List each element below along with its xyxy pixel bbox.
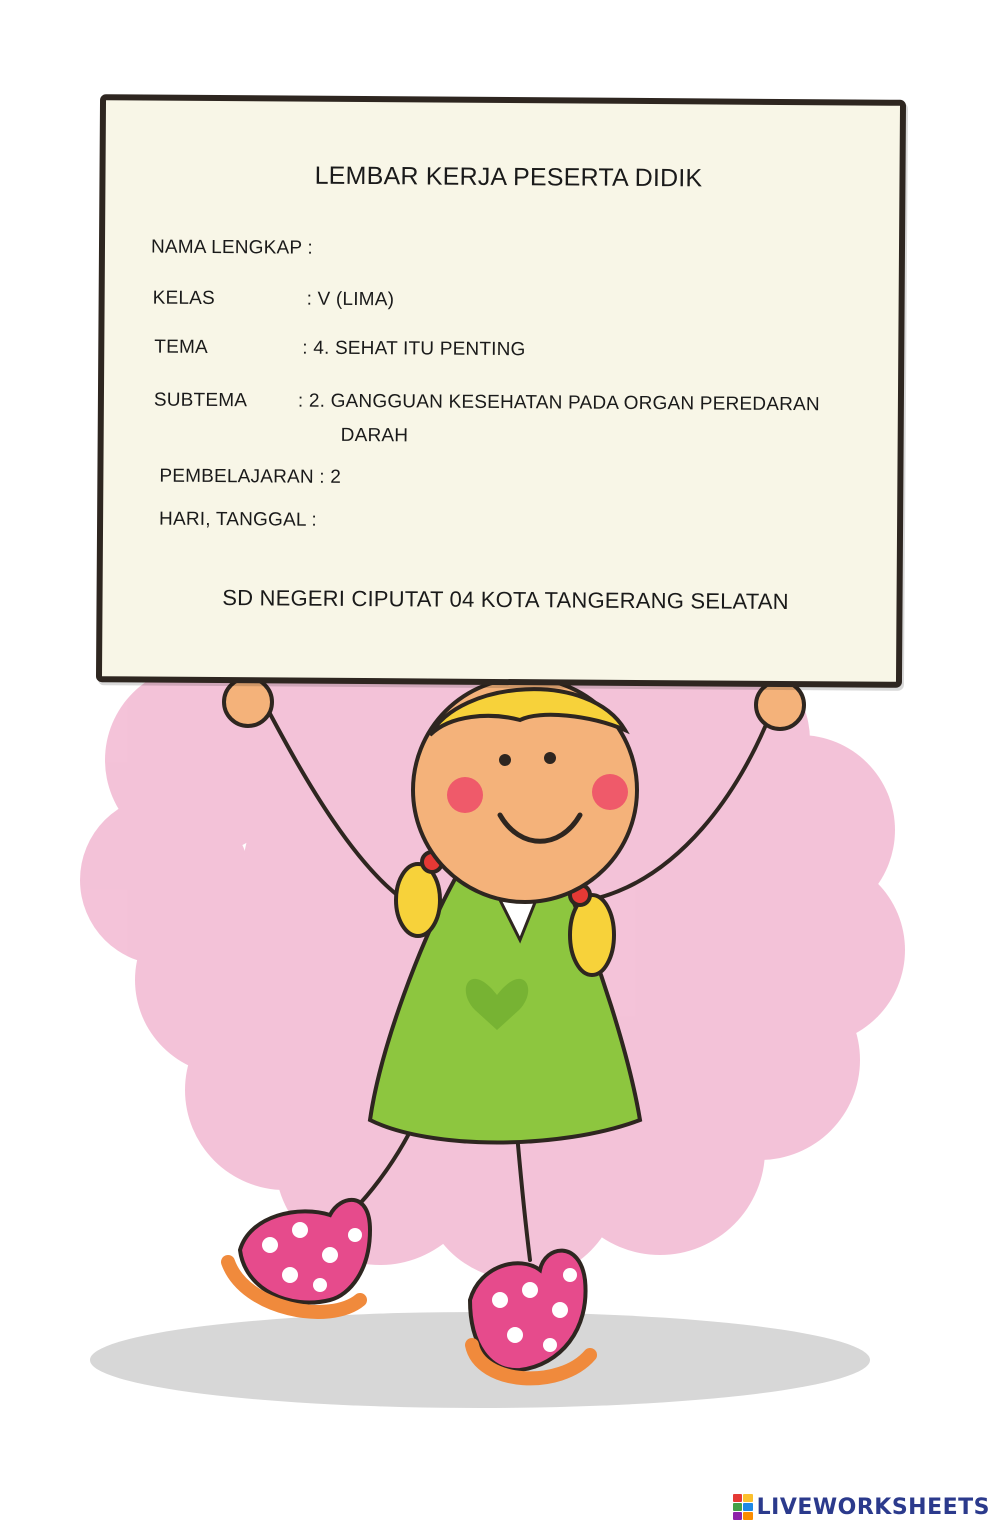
worksheet-card (96, 94, 906, 688)
worksheet-title: LEMBAR KERJA PESERTA DIDIK (314, 161, 703, 193)
brand-text: LIVEWORKSHEETS (756, 1494, 990, 1520)
field-kelas-value: : V (LIMA) (306, 288, 395, 311)
field-pembelajaran (159, 466, 341, 489)
field-label: NAMA LENGKAP : (150, 236, 313, 259)
liveworksheets-mark-icon (733, 1494, 753, 1520)
field-label: HARI, TANGGAL : (159, 508, 318, 531)
head (413, 678, 637, 902)
field-hari-tanggal (159, 509, 317, 532)
field-nama-lengkap (151, 237, 313, 260)
liveworksheets-logo (733, 1492, 990, 1522)
field-tema-value: : 4. SEHAT ITU PENTING (302, 337, 526, 361)
field-label: KELAS (152, 287, 215, 310)
field-tema (154, 337, 208, 359)
field-label: SUBTEMA (153, 389, 248, 412)
field-subtema-value: : 2. GANGGUAN KESEHATAN PADA ORGAN PEREDARAN (297, 390, 820, 416)
field-label: TEMA (154, 336, 208, 358)
field-label: PEMBELAJARAN : 2 (159, 465, 342, 488)
field-kelas (153, 288, 215, 310)
school-name: SD NEGERI CIPUTAT 04 KOTA TANGERANG SELATAN (222, 585, 789, 615)
field-subtema-value-cont: DARAH (340, 424, 409, 447)
field-subtema (154, 390, 247, 413)
